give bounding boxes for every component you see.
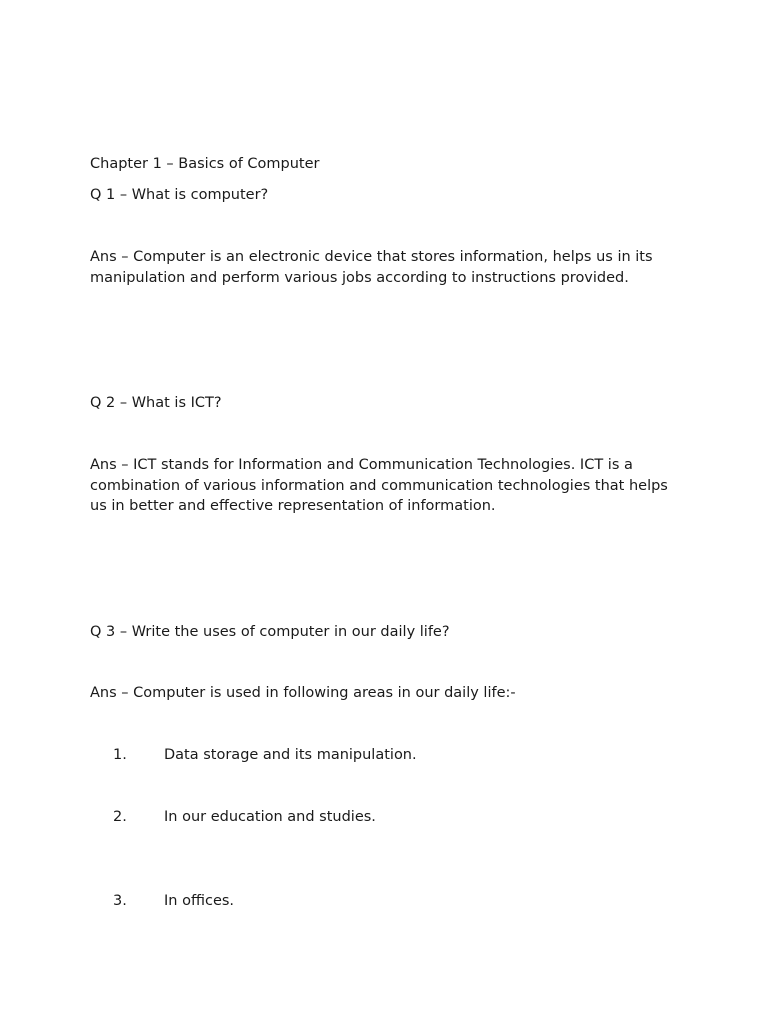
answer-2: Ans – ICT stands for Information and Communication Technologies. ICT is a combination of various information and communication technologies that helps us in better and effective representation of information. [90, 457, 668, 514]
question-1: Q 1 – What is computer? [90, 187, 269, 203]
list-item [0, 891, 768, 912]
list-item-number: 3. [113, 893, 127, 909]
list-item [0, 807, 768, 828]
list-item-number: 2. [113, 809, 127, 825]
answer-3-intro: Ans – Computer is used in following areas in our daily life:- [90, 685, 516, 701]
list-item-text: Data storage and its manipulation. [164, 747, 417, 763]
list-item-text: In our education and studies. [164, 809, 376, 825]
list-item [0, 745, 768, 766]
question-3: Q 3 – Write the uses of computer in our daily life? [90, 624, 450, 640]
chapter-title: Chapter 1 – Basics of Computer [90, 156, 320, 172]
question-2: Q 2 – What is ICT? [90, 395, 222, 411]
answer-1: Ans – Computer is an electronic device that stores information, helps us in its manipulation and perform various jobs according to instructions provided. [90, 249, 653, 286]
list-item-text: In offices. [164, 893, 235, 909]
list-item-number: 1. [113, 747, 127, 763]
